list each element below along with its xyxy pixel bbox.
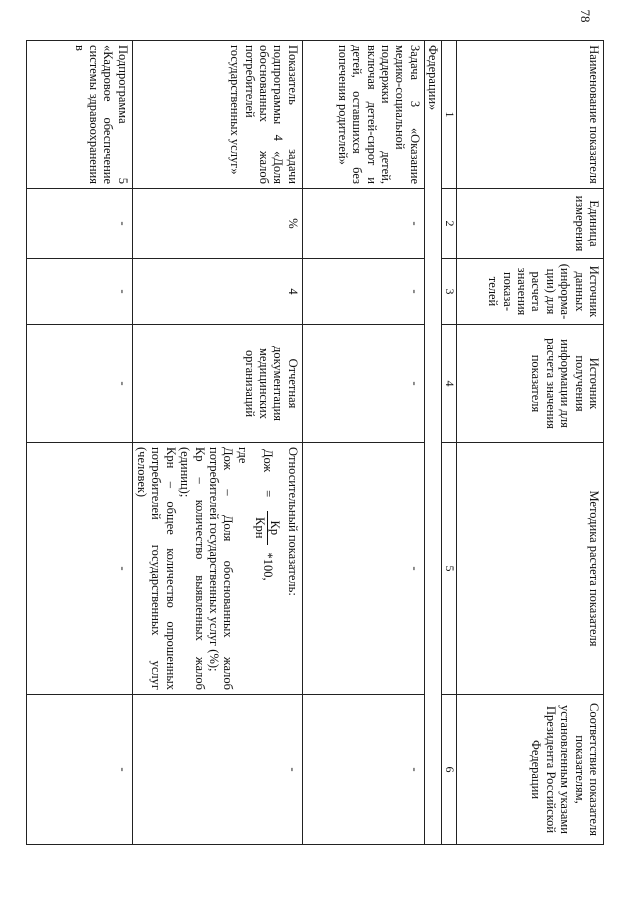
method-definition: Дож – Доля обоснованных жалоб потребителей государственных услуг (%); — [206, 447, 236, 690]
header-method: Методика расчета показателя — [457, 443, 604, 695]
indicator-info-source: - — [302, 325, 424, 443]
method-definition: Крн – общее количество опрошенных потребителей государственных услуг (человек) — [135, 447, 178, 690]
header-data-source: Источник данных (информа-ции) для расчета значения показа-телей — [457, 259, 604, 325]
formula-equals: = — [260, 490, 275, 498]
column-number: 1 — [442, 41, 457, 189]
indicator-method — [132, 443, 302, 695]
indicator-decree: - — [132, 695, 302, 845]
method-definition: Кр – количество выявленных жалоб (единиц); — [178, 447, 207, 690]
indicator-table-wrapper — [26, 40, 604, 844]
indicator-data-source: 4 — [132, 259, 302, 325]
indicator-method: - — [302, 443, 424, 695]
header-unit: Единица измерения — [457, 189, 604, 259]
indicator-decree: - — [302, 695, 424, 845]
column-number: 2 — [442, 189, 457, 259]
table-row — [27, 41, 133, 845]
indicator-unit: - — [27, 189, 133, 259]
formula-fraction — [253, 507, 283, 548]
formula-numerator: Кр — [267, 511, 282, 546]
header-row — [457, 41, 604, 845]
header-name: Наименование показателя — [457, 41, 604, 189]
formula-lhs: Дож — [260, 449, 275, 473]
table-row — [302, 41, 424, 845]
indicator-decree: - — [27, 695, 133, 845]
indicator-method: - — [27, 443, 133, 695]
indicator-data-source: - — [27, 259, 133, 325]
table-row — [132, 41, 302, 845]
method-formula — [253, 449, 283, 690]
header-info-source: Источник получения информации для расчета значения показателя — [457, 325, 604, 443]
indicator-data-source: - — [302, 259, 424, 325]
column-number: 5 — [442, 443, 457, 695]
indicator-unit: % — [132, 189, 302, 259]
method-where: где — [235, 447, 250, 464]
continuation-text: Федерации» — [424, 41, 441, 845]
indicator-unit: - — [302, 189, 424, 259]
indicator-name: Задача 3 «Оказание медико-социальной поддержки детей, включая детей-сирот и детей, оставшихся без попечения родителей» — [302, 41, 424, 189]
formula-multiplier: *100, — [260, 552, 275, 581]
header-decree: Соответствие показателя показателям, установленным указами Президента Российской Федерации — [457, 695, 604, 845]
indicator-info-source: Отчетная документация медицинских организаций — [132, 325, 302, 443]
indicator-name: Показатель задачи подпрограммы 4 «Доля обоснованных жалоб потребителей государственных услуг» — [132, 41, 302, 189]
method-intro: Относительный показатель: — [285, 447, 300, 596]
indicator-name: Подпрограмма 5 «Кадровое обеспечение системы здравоохранения в — [27, 41, 133, 189]
formula-denominator: Крн — [253, 517, 268, 539]
indicator-table — [26, 40, 604, 845]
continuation-row — [424, 41, 441, 845]
page-number: 78 — [578, 9, 593, 23]
column-number: 3 — [442, 259, 457, 325]
column-number: 4 — [442, 325, 457, 443]
column-number: 6 — [442, 695, 457, 845]
indicator-info-source: - — [27, 325, 133, 443]
column-number-row — [442, 41, 457, 845]
